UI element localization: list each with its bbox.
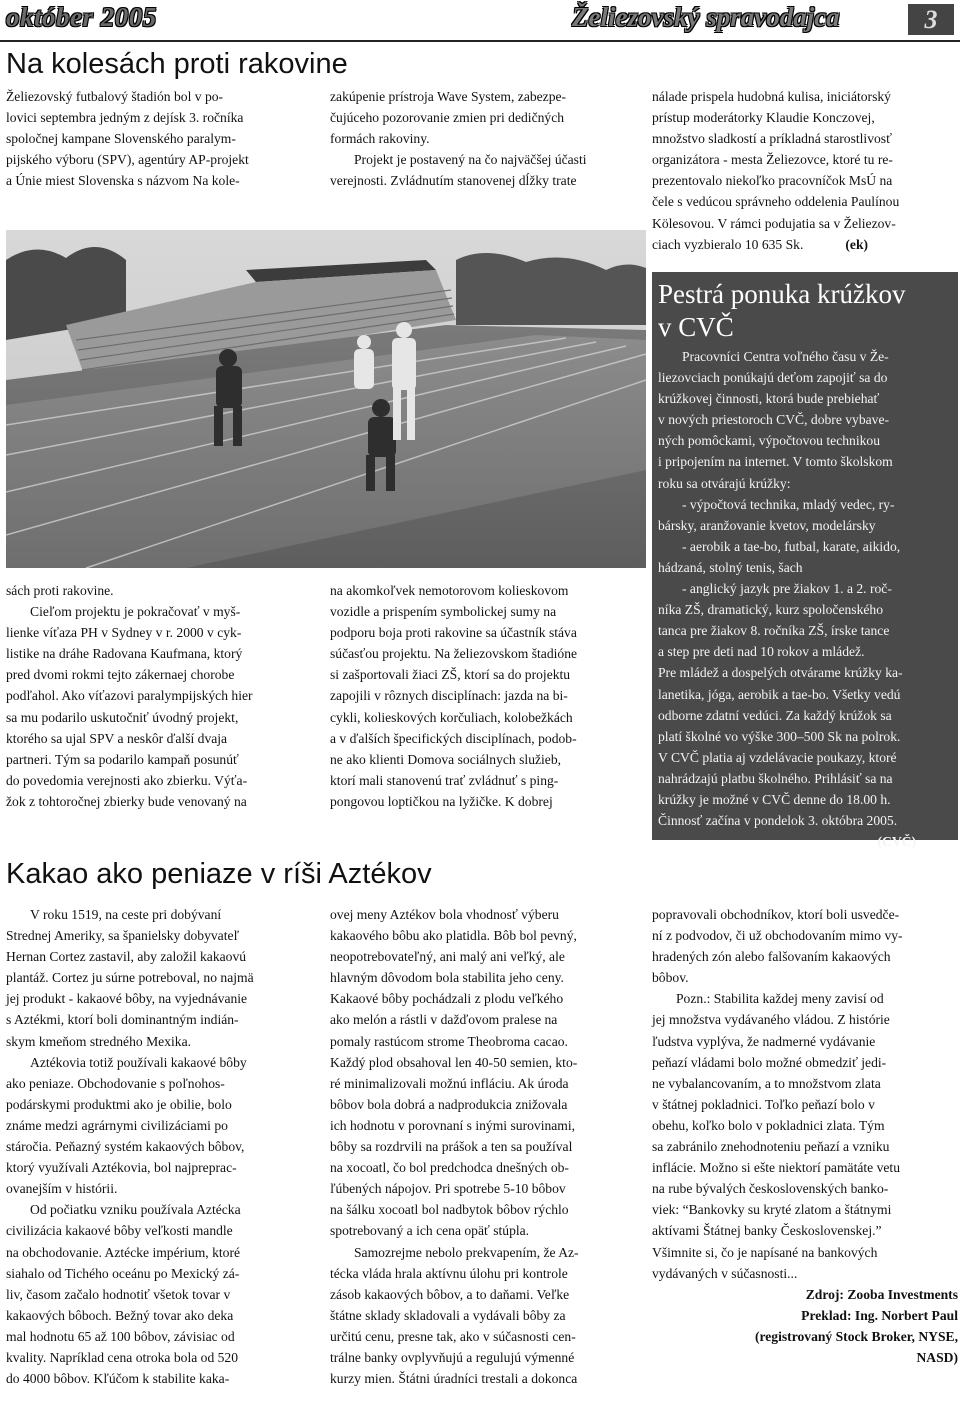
text-line: ktorého sa ujal SPV a neskôr ďalší dvaja xyxy=(6,730,228,746)
text-line: ne vybalancovaním, a to množstvom zlata xyxy=(652,1075,881,1091)
text-line: Činnosť začína v pondelok 3. októbra 2005. xyxy=(658,813,898,829)
text-line: jej produkt - kakaové bôby, na vyjednávanie xyxy=(6,991,248,1007)
text-line: pongovou loptičkou na lyžičke. K dobrej xyxy=(330,793,553,809)
text-line: a Únie miest Slovenska s názvom Na kole- xyxy=(6,173,240,189)
text-line: žok z tohtoročnej zbierky bude venovaný na xyxy=(6,793,247,809)
text-line: sa mu podarilo uskutočniť úvodný projekt, xyxy=(6,709,239,725)
article2-col2 xyxy=(330,904,636,1389)
text-line: na rube bývalých československých banko- xyxy=(652,1181,889,1197)
box-title-line1: Pestrá ponuka krúžkov xyxy=(658,279,906,309)
source-line: Zdroj: Zooba Investments xyxy=(805,1286,958,1302)
source-line: (registrovaný Stock Broker, NYSE, xyxy=(754,1328,958,1344)
text-line: - anglický jazyk pre žiakov 1. a 2. roč- xyxy=(682,581,892,597)
text-line: ne ako klienti Domova sociálnych služieb, xyxy=(330,751,562,767)
text-line: Pre mládež a dospelých otvárame krúžky ka- xyxy=(658,665,903,681)
text-line: plantáž. Cortez ju súrne potreboval, no najmä xyxy=(6,970,254,986)
text-line: bôby sa rozdrvili na prášok a ten sa používal xyxy=(330,1139,573,1155)
text-line: zakúpenie prístroja Wave System, zabezpe- xyxy=(330,89,567,104)
page-number: 3 xyxy=(908,4,954,35)
text-line: Hernan Cortez zastavil, aby založil kakaovú xyxy=(6,949,247,965)
article2-col3 xyxy=(652,904,958,1368)
text-line: Kölesovou. V rámci podujatia sa v Želiezov- xyxy=(652,215,896,231)
text-line: jej množstva vydávaného vládou. Z histórie xyxy=(652,1012,890,1028)
text-line: platí školné vo výške 300–500 Sk na polrok. xyxy=(658,728,901,744)
text-line: Všimnite si, čo je napísané na bankových xyxy=(652,1244,878,1260)
text-line: pomaly rastúcom strome Theobroma cacao. xyxy=(330,1033,568,1049)
text-line: Želiezovský futbalový štadión bol v po- xyxy=(6,89,224,104)
text-line: V CVČ platia aj vzdelávacie poukazy, ktoré xyxy=(658,749,897,765)
text-line: spoločnej kampane Slovenského paralym- xyxy=(6,131,236,147)
text-line: pred dvomi rokmi tejto zákernaej chorobe xyxy=(6,667,235,683)
text-line: kakaových bôboch. Bežný tovar ako deka xyxy=(6,1307,234,1323)
text-line: lanetika, jóga, aerobik a tae-bo. Všetky vedú xyxy=(658,686,901,702)
author-signature: (ek) xyxy=(845,236,869,252)
stadium-photo-image xyxy=(6,230,646,568)
text-line: v nových priestoroch CVČ, dobre vybave- xyxy=(658,412,890,428)
text-line: Od počiatku vzniku používala Aztécka xyxy=(30,1202,241,1218)
text-line: na obchodovanie. Aztécke impérium, ktoré xyxy=(6,1244,241,1260)
text-line: ako peniaze. Obchodovanie s poľnohos- xyxy=(6,1075,225,1091)
text-line: civilizácia kakaové bôby veľkosti mandle xyxy=(6,1223,233,1239)
text-line: hlavným dôvodom bola stabilita jeho ceny. xyxy=(330,970,564,986)
issue-date: október 2005 xyxy=(6,2,157,32)
text-line: aktívami Štátnej banky Československej.” xyxy=(652,1223,882,1239)
article1-col1-top xyxy=(6,86,306,191)
text-line: bôbov bola dobrá a nadprodukcia znižovala xyxy=(330,1096,568,1112)
text-line: do 4000 bôbov. Kľúčom k stabilite kaka- xyxy=(6,1371,230,1387)
article1-col3 xyxy=(652,86,958,255)
text-line: Každý plod obsahoval len 40-50 semien, kto- xyxy=(330,1054,578,1070)
text-line: si zašportovali žiaci ZŠ, ktorí sa do projektu xyxy=(330,667,571,683)
article1-col2-top xyxy=(330,86,636,191)
text-line xyxy=(652,234,958,255)
text-line: Kakaové bôby pochádzali z plodu veľkého xyxy=(330,991,564,1007)
text-line: hádzaná, stolný tenis, šach xyxy=(658,559,803,575)
text-line: množstvo sladkostí a príkladná starostlivosť xyxy=(652,131,892,147)
text-line: spotrebovaný a ich cena opäť stúpla. xyxy=(330,1223,530,1239)
text-line: prístup moderátorky Klaudie Konczovej, xyxy=(652,110,875,126)
text-line: skym kmeňom stredného Mexika. xyxy=(6,1033,191,1049)
text-line: kvality. Napríklad cena otroka bola od 520 xyxy=(6,1349,239,1365)
text-line: Cieľom projektu je pokračovať v myš- xyxy=(30,604,241,620)
text-line: técka vláda hrala aktívnu úlohu pri kontrole xyxy=(330,1265,568,1281)
text-line: na xocoatl, čo bol predchodca dnešných ob- xyxy=(330,1160,569,1176)
text-line: čujúceho pozorovanie zmien pri dedičných xyxy=(330,110,565,126)
text-line: prezentovalo niekoľko pracovníčok MsÚ na xyxy=(652,173,893,189)
text-line: čele s vedúcou správneho oddelenia Paulínou xyxy=(652,194,900,210)
text-line: verejnosti. Zvládnutím stanovenej dĺžky trate xyxy=(330,173,577,189)
publication-title: Želiezovský spravodajca xyxy=(572,2,840,32)
text-line: Strednej Ameriky, sa španielsky dobyvateľ xyxy=(6,928,240,944)
box-title-line2: v CVČ xyxy=(658,312,734,342)
text-line: ktorí mali stanovenú trať zvládnuť s ping- xyxy=(330,772,559,788)
text-line: kurzy mien. Štátni úradníci trestali a dokonca xyxy=(330,1371,578,1387)
text-line: ovej meny Aztékov bola vhodnosť výberu xyxy=(330,907,559,922)
text-line: obehu, koľko bolo v pokladnici zlata. Tým xyxy=(652,1117,885,1133)
text-line: stáročia. Peňazný systém kakaových bôbov, xyxy=(6,1139,245,1155)
text-line: Projekt je postavený na čo najväčšej účasti xyxy=(354,152,587,168)
text-line: i pripojením na internet. V tomto školskom xyxy=(658,454,893,470)
stadium-photo xyxy=(6,230,646,568)
text-line: viek: “Bankovky su kryté zlatom a štátnymi xyxy=(652,1202,892,1218)
text-line: lienke víťaza PH v Sydney v r. 2000 v cyk- xyxy=(6,625,242,641)
text-line: súčasťou projektu. Na želiezovskom štadióne xyxy=(330,646,578,662)
text-line: ľúbených nápojov. Pri spotrebe 5-10 bôbov xyxy=(330,1181,566,1197)
text-line: - výpočtová technika, mladý vedec, ry- xyxy=(682,496,895,512)
text-line: siahalo od Tichého oceánu po Mexický zá- xyxy=(6,1265,240,1281)
text-line: ní z podvodov, či už obchodovaním mimo vy- xyxy=(652,928,903,944)
text-line: v štátnej pokladnici. Toľko peňazí bolo v xyxy=(652,1096,875,1112)
text-line: níka ZŠ, dramatický, kurz spoločenského xyxy=(658,602,883,618)
box-signature: (CVČ) xyxy=(877,834,916,850)
text-line: sách proti rakovine. xyxy=(6,583,114,598)
text-line: vozidle a prispením symbolickej sumy na xyxy=(330,604,557,620)
article1-col2-bottom xyxy=(330,580,636,812)
text-line: nálade prispela hudobná kulisa, iniciátorský xyxy=(652,89,891,104)
text-line: a v ďalších špecifických disciplínach, podob- xyxy=(330,730,577,746)
text-line: kakaového bôbu ako platidla. Bôb bol pevný, xyxy=(330,928,577,944)
text-line: lovici septembra jedným z dejísk 3. ročníka xyxy=(6,110,244,126)
text-line: hradených zón alebo falšovaním kakaových xyxy=(652,949,891,965)
text-line: ako melón a rástli v dažďovom pralese na xyxy=(330,1012,558,1028)
article2-col1 xyxy=(6,904,306,1389)
text-line: na šálku xocoatl bol nadbytok bôbov rýchlo xyxy=(330,1202,569,1218)
text-line: popravovali obchodníkov, ktorí boli usvedče- xyxy=(652,907,900,922)
text-line: bôbov. xyxy=(652,970,689,986)
text-line: ovanejším v histórii. xyxy=(6,1181,118,1197)
header-rule xyxy=(0,40,960,42)
text-line: formách rakoviny. xyxy=(330,131,430,147)
text-line: liv, časom začalo hodnotiť všetok tovar v xyxy=(6,1286,231,1302)
source-line: Preklad: Ing. Norbert Paul xyxy=(801,1307,958,1323)
text-line: krúžkovej činnosti, ktorá bude prebiehať xyxy=(658,391,880,407)
text-line: vydávaných v súčasnosti... xyxy=(652,1265,798,1281)
text-line: a step pre deti nad 10 rokov a mládež. xyxy=(658,644,865,660)
text-line: zásob kakaových bôbov, a to daňami. Veľke xyxy=(330,1286,570,1302)
cvc-info-box xyxy=(652,272,958,850)
text-line: tanca pre žiakov 8. ročníka ZŠ, írske tance xyxy=(658,623,890,639)
text-line: krúžky je možné v CVČ denne do 18.00 h. xyxy=(658,791,891,807)
text-line: partneri. Tým sa podarilo kampaň posunúť xyxy=(6,751,239,767)
source-line: NASD) xyxy=(916,1349,958,1365)
text-line: nahrádzajú platbu školného. Prihlásiť sa na xyxy=(658,770,893,786)
article1-col1-bottom xyxy=(6,580,306,812)
text-line: inflácie. Možno si ešte niektorí pamätáte vetu xyxy=(652,1160,900,1176)
text-line: určitú cenu, presne tak, ako v súčasnosti cen- xyxy=(330,1328,576,1344)
text-line: známe medzi agrárnymi civilizáciami po xyxy=(6,1117,228,1133)
text-line: mal hodnotu 65 až 100 bôbov, závisiac od xyxy=(6,1328,235,1344)
text-line: - aerobik a tae-bo, futbal, karate, aikido, xyxy=(682,538,901,554)
text-line: Samozrejme nebolo prekvapením, že Az- xyxy=(354,1244,579,1260)
text-line: podporu boja proti rakovine sa účastník stáva xyxy=(330,625,577,641)
text-line: Pracovníci Centra voľného času v Že- xyxy=(682,349,889,364)
text-line: štátne sklady skladovali a vydávali bôby za xyxy=(330,1307,566,1323)
text-line: liezovciach ponúkajú deťom zapojiť sa do xyxy=(658,370,888,386)
text-line: podľahol. Ako víťazovi paralympijských hier xyxy=(6,688,253,704)
text-line: listike na dráhe Radovana Kaufmana, ktorý xyxy=(6,646,243,662)
text-line: do povedomia verejnosti ako zbierku. Výťa- xyxy=(6,772,248,788)
text-line: sa zabránilo znehodnoteniu peňazí a vzniku xyxy=(652,1139,890,1155)
article-title: Na kolesách proti rakovine xyxy=(6,48,348,80)
text-line: zapojili v rôznych disciplínach: jazda na bi- xyxy=(330,688,568,704)
text-line: Pozn.: Stabilita každej meny zavisí od xyxy=(676,991,884,1007)
text-line: ktorý využívali Aztékovia, bol najpreprac- xyxy=(6,1160,237,1176)
text-line: s Aztékmi, ktorí boli dominantným indián- xyxy=(6,1012,239,1028)
text-line: bársky, aranžovanie kvetov, modelársky xyxy=(658,517,876,533)
text-line: organizátora - mesta Želiezovce, ktoré tu re- xyxy=(652,152,893,168)
text-line: roku sa otvárajú krúžky: xyxy=(658,475,791,491)
text-line: ré minimalizovali možnú infláciu. Ak úroda xyxy=(330,1075,569,1091)
text-line: Aztékovia totiž používali kakaové bôby xyxy=(30,1054,247,1070)
text-line: V roku 1519, na ceste pri dobývaní xyxy=(30,907,222,922)
text-line: podárskymi produktmi ako je obilie, bolo xyxy=(6,1096,232,1112)
text-line: pijského výboru (SPV), agentúry AP-projekt xyxy=(6,152,249,168)
text-line: ľudstva vyplýva, že nadmerné vydávanie xyxy=(652,1033,876,1049)
text-line-last: ciach vyzbieralo 10 635 Sk. xyxy=(652,236,804,252)
article2-title: Kakao ako peniaze v ríši Aztékov xyxy=(6,858,432,890)
text-line: ných pomôckami, výpočtovou technikou xyxy=(658,433,880,449)
text-line: trálne banky ovplyvňujú a regulujú výmenné xyxy=(330,1349,575,1365)
text-line: ich hodnotu v porovnaní s inými surovinami, xyxy=(330,1117,576,1133)
text-line: na akomkoľvek nemotorovom kolieskovom xyxy=(330,583,569,598)
text-line: cykli, kolieskových korčuliach, kolobežkách xyxy=(330,709,573,725)
text-line: odborne zdatní vedúci. Za každý krúžok sa xyxy=(658,707,892,723)
text-line: neopotrebovateľný, ani malý ani veľký, ale xyxy=(330,949,565,965)
text-line: peňazí vládami bolo možné obmedziť jedi- xyxy=(652,1054,887,1070)
